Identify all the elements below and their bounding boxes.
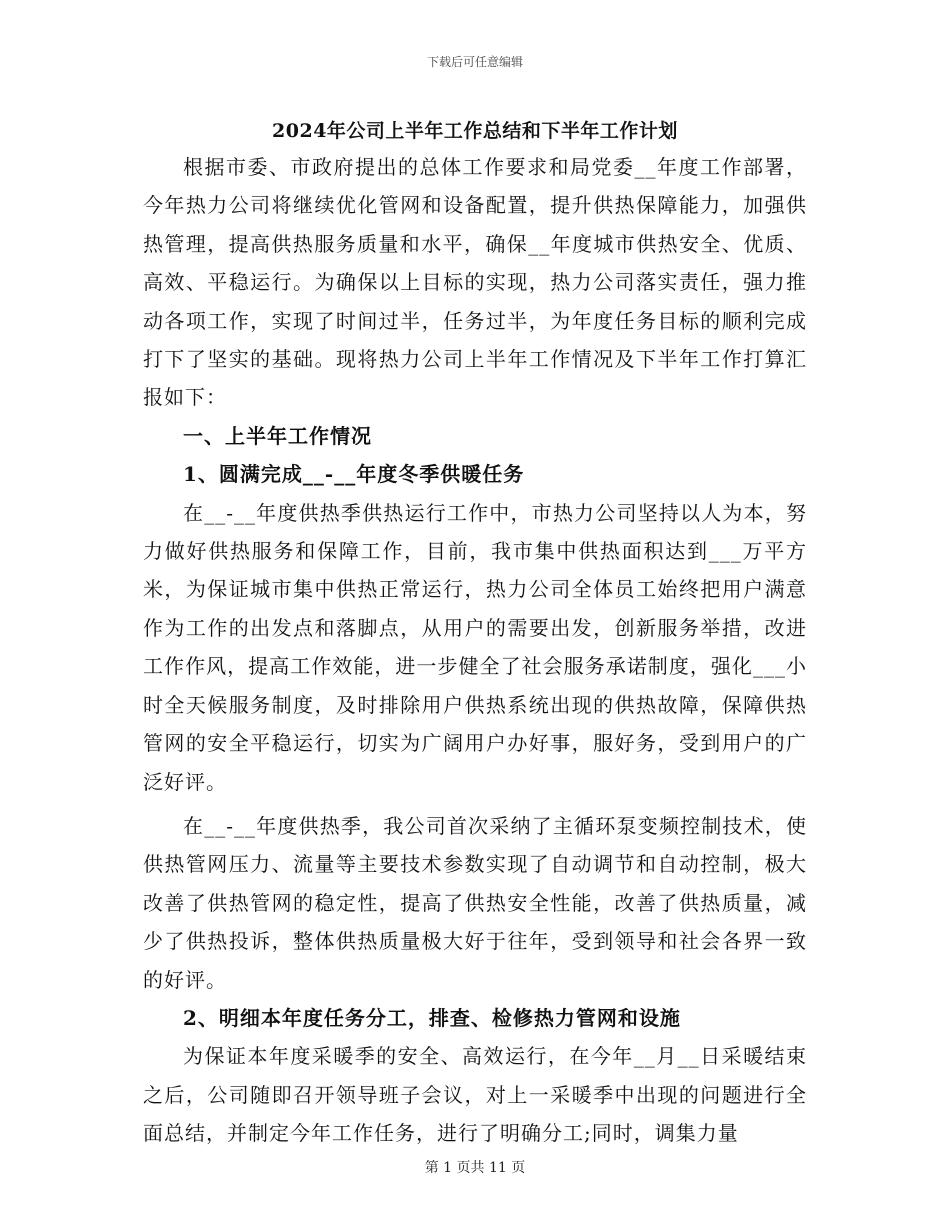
- subsection-heading-1: 1、圆满完成__-__年度冬季供暖任务: [183, 462, 525, 487]
- page-header: 下载后可任意编辑: [426, 55, 523, 69]
- intro-paragraph: 根据市委、市政府提出的总体工作要求和局党委__年度工作部署，今年热力公司将继续优化管网和设备配置，提升供热保障能力，加强供热管理，提高供热服务质量和水平，确保__年度城市供热安全、优质、高效、平稳运行。为确保以上目标的实现，热力公司落实责任，强力推动各项工作，实现了时间过半，任务过半，为年度任务目标的顺利完成打下了坚实的基础。现将热力公司上半年工作情况及下半年工作打算汇报如下：: [143, 155, 807, 410]
- body-paragraph-3: 为保证本年度采暖季的安全、高效运行，在今年__月__日采暖结束之后，公司随即召开领导班子会议，对上一采暖季中出现的问题进行全面总结，并制定今年工作任务，进行了明确分工;同时，调集力量: [143, 1044, 807, 1146]
- subsection-heading-2: 2、明细本年度任务分工，排查、检修热力管网和设施: [183, 1005, 681, 1030]
- body-paragraph-2: 在__-__年度供热季，我公司首次采纳了主循环泵变频控制技术，使供热管网压力、流量等主要技术参数实现了自动调节和自动控制，极大改善了供热管网的稳定性，提高了供热安全性能，改善了供热质量，减少了供热投诉，整体供热质量极大好于往年，受到领导和社会各界一致的好评。: [143, 813, 807, 992]
- document-body: [143, 148, 807, 1153]
- body-paragraph-1: 在__-__年度供热季供热运行工作中，市热力公司坚持以人为本，努力做好供热服务和保障工作，目前，我市集中供热面积达到___万平方米，为保证城市集中供热正常运行，热力公司全体员工始终把用户满意作为工作的出发点和落脚点，从用户的需要出发，创新服务举措，改进工作作风，提高工作效能，进一步健全了社会服务承诺制度，强化___小时全天候服务制度，及时排除用户供热系统出现的供热故障，保障供热管网的安全平稳运行，切实为广阔用户办好事，服好务，受到用户的广泛好评。: [143, 500, 807, 794]
- document-title: 2024年公司上半年工作总结和下半年工作计划: [272, 120, 678, 142]
- page-footer: 第 1 页共 11 页: [424, 1160, 526, 1176]
- section-heading-1: 一、上半年工作情况: [183, 423, 372, 448]
